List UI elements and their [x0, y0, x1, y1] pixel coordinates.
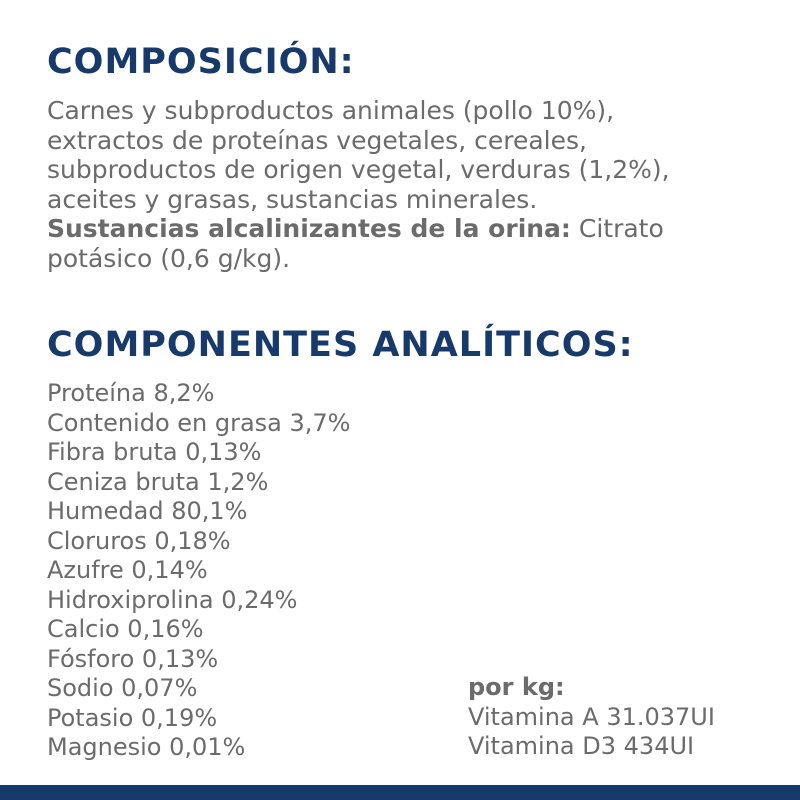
- composition-line: subproductos de origen vegetal, verduras (1,2%),: [47, 155, 670, 184]
- list-item: Potasio 0,19%: [47, 703, 218, 732]
- per-kg-section: [468, 673, 715, 762]
- composition-line: aceites y grasas, sustancias minerales.: [47, 184, 538, 214]
- list-item: Ceniza bruta 1,2%: [47, 467, 269, 496]
- list-item: Humedad 80,1%: [47, 497, 248, 525]
- composition-text: [47, 96, 787, 273]
- per-kg-label: por kg:: [468, 673, 565, 701]
- list-item: Azufre 0,14%: [47, 556, 208, 584]
- composition-line: extractos de proteínas vegetales, cereales,: [47, 125, 587, 155]
- composition-line: Carnes y subproductos animales (pollo 10%),: [47, 96, 615, 125]
- list-item: Hidroxiprolina 0,24%: [47, 585, 298, 614]
- list-item: Vitamina A 31.037UI: [468, 702, 715, 731]
- analytics-list: [47, 379, 350, 763]
- list-item: Calcio 0,16%: [47, 615, 204, 643]
- list-item: Vitamina D3 434UI: [468, 732, 695, 760]
- list-item: Magnesio 0,01%: [47, 733, 246, 761]
- bottom-bar: [0, 785, 800, 800]
- composition-additive-line: [47, 214, 787, 244]
- list-item: Fósforo 0,13%: [47, 644, 219, 673]
- list-item: Proteína 8,2%: [47, 379, 215, 407]
- composition-additive-line-2: potásico (0,6 g/kg).: [47, 243, 291, 273]
- list-item: Contenido en grasa 3,7%: [47, 408, 351, 437]
- list-item: Fibra bruta 0,13%: [47, 438, 262, 466]
- additive-label: Sustancias alcalinizantes de la orina:: [47, 214, 571, 243]
- list-item: Sodio 0,07%: [47, 674, 198, 702]
- list-item: Cloruros 0,18%: [47, 526, 231, 555]
- composition-heading: COMPOSICIÓN:: [47, 42, 355, 82]
- vitamin-list: [468, 703, 715, 762]
- analytics-heading: COMPONENTES ANALÍTICOS:: [47, 325, 634, 365]
- additive-text: Citrato: [570, 214, 664, 243]
